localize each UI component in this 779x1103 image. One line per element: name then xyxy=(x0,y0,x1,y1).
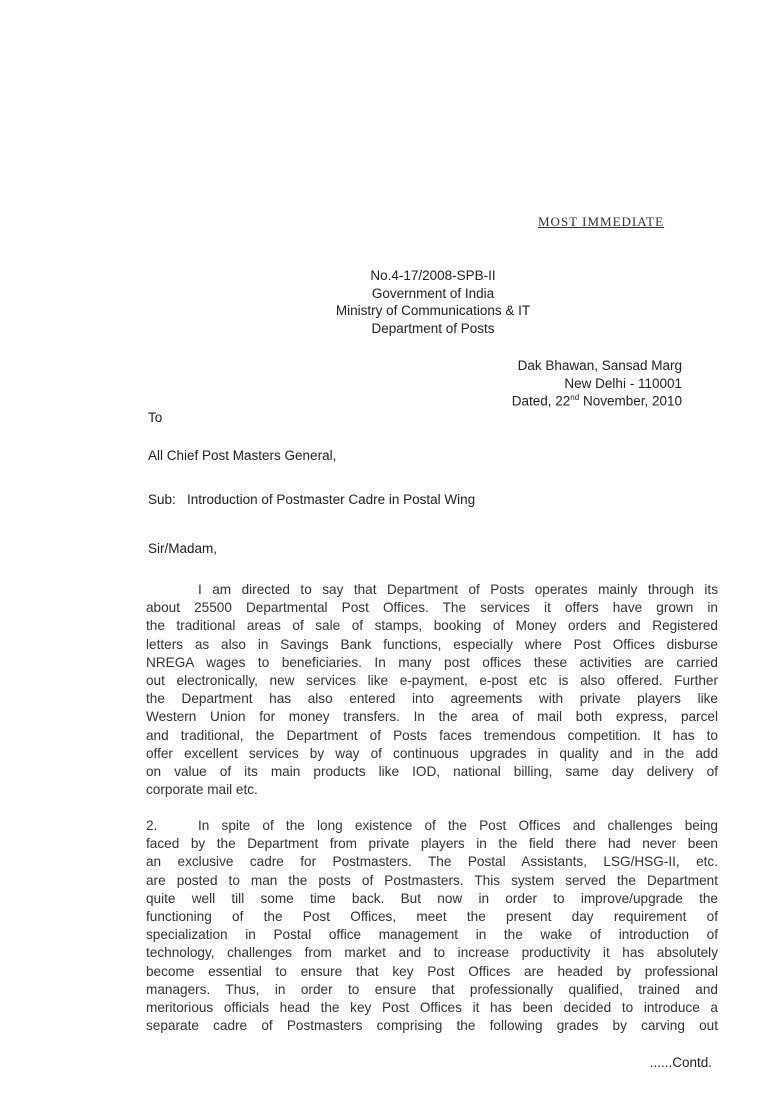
paragraph-line: Western Union for money transfers. In the area of mail both express, parcel xyxy=(146,709,718,725)
paragraph-line: In spite of the long existence of the Post Offices and challenges being xyxy=(198,818,718,833)
paragraph-line: about 25500 Departmental Post Offices. The services it offers have grown in xyxy=(146,600,718,616)
paragraph-line: separate cadre of Postmasters comprising the following grades by carving out xyxy=(146,1018,718,1034)
date-line xyxy=(512,393,682,409)
addressee: All Chief Post Masters General, xyxy=(148,448,337,463)
date-superscript: nd xyxy=(570,393,580,402)
paragraph-line: offer excellent services by way of continuous upgrades in quality and in the add xyxy=(146,745,718,761)
paragraph-line: on value of its main products like IOD, national billing, same day delivery of xyxy=(146,763,718,779)
subject-line xyxy=(148,492,475,507)
government-heading: Government of India xyxy=(371,286,495,301)
paragraph-line: out electronically, new services like e-payment, e-post etc is also offered. Further xyxy=(146,672,718,688)
paragraph-line: I am directed to say that Department of Posts operates mainly through its xyxy=(198,582,718,597)
paragraph-first-line xyxy=(146,817,718,835)
paragraph-number: 2. xyxy=(146,818,158,833)
paragraph-line: and traditional, the Department of Posts faces tremendous competition. It has to xyxy=(146,727,718,743)
paragraph-line: corporate mail etc. xyxy=(146,782,258,798)
paragraph-line: letters as also in Savings Bank functions, especially where Post Offices disburse xyxy=(146,636,718,652)
paragraph-2 xyxy=(146,817,718,1035)
paragraph-line: are posted to man the posts of Postmasters. This system served the Department xyxy=(146,872,718,888)
continued-marker: ......Contd. xyxy=(649,1055,712,1070)
subject-text: Introduction of Postmaster Cadre in Postal Wing xyxy=(187,492,476,507)
address-line-2: New Delhi - 110001 xyxy=(564,376,682,391)
department-heading: Department of Posts xyxy=(371,321,495,336)
subject-label: Sub: xyxy=(148,492,176,507)
ministry-heading: Ministry of Communications & IT xyxy=(335,303,531,318)
paragraph-line: become essential to ensure that key Post Offices are headed by professional xyxy=(146,963,718,979)
to-label: To xyxy=(148,410,163,425)
paragraph-line: an exclusive cadre for Postmasters. The Postal Assistants, LSG/HSG-II, etc. xyxy=(146,854,718,870)
address-line-1: Dak Bhawan, Sansad Marg xyxy=(517,358,682,373)
paragraph-line: quite well till some time back. But now in order to improve/upgrade the xyxy=(146,890,718,906)
paragraph-line: specialization in Postal office management in the wake of introduction of xyxy=(146,927,718,943)
most-immediate-marking: MOST IMMEDIATE xyxy=(538,214,665,229)
paragraph-line: the traditional areas of sale of stamps, booking of Money orders and Registered xyxy=(146,618,718,634)
paragraph-line: NREGA wages to beneficiaries. In many post offices these activities are carried xyxy=(146,654,718,670)
date-prefix: Dated, 22 xyxy=(511,393,571,409)
paragraph-1 xyxy=(146,581,718,799)
salutation: Sir/Madam, xyxy=(148,541,218,556)
file-number: No.4-17/2008-SPB-II xyxy=(370,268,496,283)
paragraph-line: managers. Thus, in order to ensure that professionally qualified, trained and xyxy=(146,981,718,997)
paragraph-line: functioning of the Post Offices, meet the present day requirement of xyxy=(146,908,718,924)
paragraph-line: meritorious officials head the key Post Offices it has been decided to introduce a xyxy=(146,999,718,1015)
date-suffix: November, 2010 xyxy=(579,393,682,409)
paragraph-line: technology, challenges from market and to increase productivity it has absolutely xyxy=(146,945,718,961)
paragraph-line: faced by the Department from private players in the field there had never been xyxy=(146,836,718,852)
paragraph-line: the Department has also entered into agreements with private players like xyxy=(146,691,718,707)
